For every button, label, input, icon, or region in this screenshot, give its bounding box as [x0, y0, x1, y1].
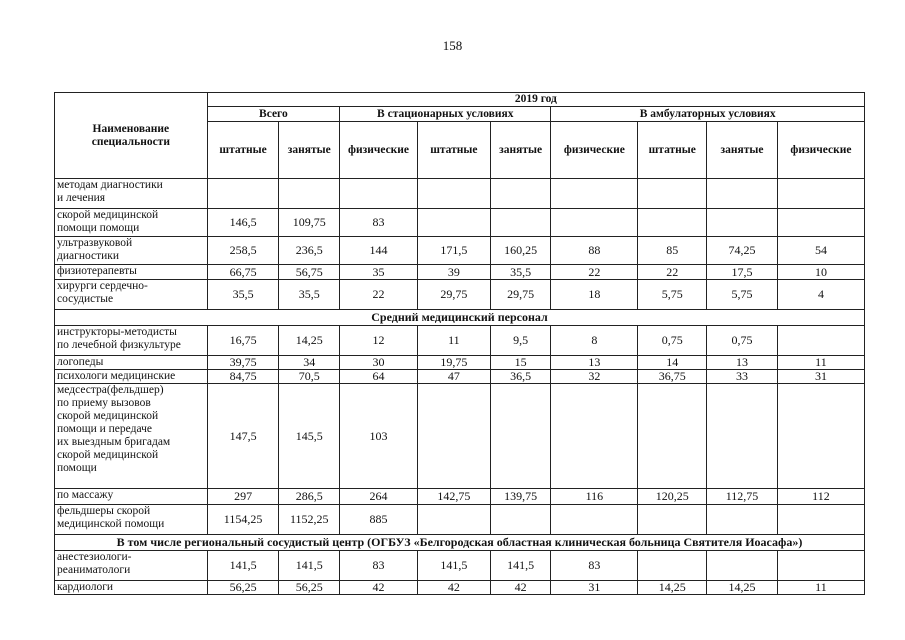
subcol-header: физические	[551, 122, 638, 179]
table-cell: 29,75	[417, 280, 490, 310]
table-cell: 0,75	[707, 326, 778, 356]
table-cell: 112	[777, 489, 864, 505]
subcol-header: физические	[340, 122, 418, 179]
table-cell: 42	[340, 581, 418, 595]
table-cell: 32	[551, 370, 638, 384]
table-cell	[340, 179, 418, 209]
staffing-table	[54, 92, 865, 595]
table-cell: 66,75	[207, 265, 279, 280]
table-cell: 13	[707, 356, 778, 370]
table-row	[55, 356, 865, 370]
page-number: 158	[442, 38, 463, 53]
table-cell: 145,5	[279, 384, 340, 489]
table-cell: 29,75	[490, 280, 551, 310]
table-cell: 4	[777, 280, 864, 310]
specialty-name: методам диагностики и лечения	[55, 179, 208, 209]
table-cell: 36,5	[490, 370, 551, 384]
table-cell	[638, 209, 707, 237]
table-cell: 83	[340, 209, 418, 237]
table-cell: 103	[340, 384, 418, 489]
table-cell: 258,5	[207, 237, 279, 265]
table-cell: 144	[340, 237, 418, 265]
table-cell	[490, 384, 551, 489]
specialty-name: психологи медицинские	[55, 370, 208, 384]
table-cell	[707, 505, 778, 535]
table-cell	[207, 179, 279, 209]
specialty-name: по массажу	[55, 489, 208, 505]
specialty-name: инструкторы-методисты по лечебной физкультуре	[55, 326, 208, 356]
table-cell: 35	[340, 265, 418, 280]
table-cell	[777, 326, 864, 356]
specialty-name: кардиологи	[55, 581, 208, 595]
table-cell: 33	[707, 370, 778, 384]
table-cell: 13	[551, 356, 638, 370]
table-row	[55, 237, 865, 265]
table-row	[55, 384, 865, 489]
table-cell: 36,75	[638, 370, 707, 384]
table-cell: 11	[417, 326, 490, 356]
table-cell: 264	[340, 489, 418, 505]
table-row	[55, 280, 865, 310]
section-title: В том числе региональный сосудистый центр (ОГБУЗ «Белгородская областная клиническая больница Святителя Иоасафа»)	[55, 535, 865, 551]
table-cell	[490, 505, 551, 535]
table-cell: 9,5	[490, 326, 551, 356]
table-cell: 31	[777, 370, 864, 384]
table-row	[55, 265, 865, 280]
table-cell: 142,75	[417, 489, 490, 505]
table-cell: 0,75	[638, 326, 707, 356]
table-cell: 42	[490, 581, 551, 595]
subcol-header: физические	[777, 122, 864, 179]
table-cell: 85	[638, 237, 707, 265]
specialty-name: хирурги сердечно- сосудистые	[55, 280, 208, 310]
table-cell	[551, 209, 638, 237]
table-cell	[551, 384, 638, 489]
specialty-header	[55, 93, 208, 179]
table-cell: 35,5	[490, 265, 551, 280]
table-cell	[551, 179, 638, 209]
table-cell	[777, 384, 864, 489]
table-cell: 56,25	[207, 581, 279, 595]
table-cell: 139,75	[490, 489, 551, 505]
table-cell: 1152,25	[279, 505, 340, 535]
specialty-name: физиотерапевты	[55, 265, 208, 280]
table-cell	[490, 179, 551, 209]
group-header-total: Всего	[207, 107, 339, 122]
table-cell: 116	[551, 489, 638, 505]
table-cell: 8	[551, 326, 638, 356]
table-row	[55, 179, 865, 209]
table-cell: 14	[638, 356, 707, 370]
table-body	[55, 179, 865, 595]
table-cell: 54	[777, 237, 864, 265]
table-cell	[707, 209, 778, 237]
table-cell: 146,5	[207, 209, 279, 237]
table-row	[55, 489, 865, 505]
table-cell: 18	[551, 280, 638, 310]
specialty-name: логопеды	[55, 356, 208, 370]
group-header-inpatient: В стационарных условиях	[340, 107, 551, 122]
table-cell	[638, 384, 707, 489]
table-row	[55, 326, 865, 356]
year-header: 2019 год	[207, 93, 864, 107]
table-cell: 120,25	[638, 489, 707, 505]
table-cell	[551, 505, 638, 535]
table-cell: 88	[551, 237, 638, 265]
table-cell: 19,75	[417, 356, 490, 370]
table-cell	[638, 179, 707, 209]
subcol-header: занятые	[279, 122, 340, 179]
table-cell: 39	[417, 265, 490, 280]
table-cell	[417, 179, 490, 209]
table-cell	[777, 505, 864, 535]
table-cell: 10	[777, 265, 864, 280]
table-cell	[707, 179, 778, 209]
table-cell: 14,25	[279, 326, 340, 356]
table-cell: 11	[777, 356, 864, 370]
table-cell: 109,75	[279, 209, 340, 237]
table-cell: 17,5	[707, 265, 778, 280]
table-cell	[417, 505, 490, 535]
table-cell: 83	[340, 551, 418, 581]
table-cell: 11	[777, 581, 864, 595]
specialty-name: скорой медицинской помощи помощи	[55, 209, 208, 237]
table-cell: 30	[340, 356, 418, 370]
table-cell: 141,5	[417, 551, 490, 581]
table-cell: 22	[551, 265, 638, 280]
specialty-name: фельдшеры скорой медицинской помощи	[55, 505, 208, 535]
table-cell: 31	[551, 581, 638, 595]
table-row	[55, 370, 865, 384]
table-cell: 160,25	[490, 237, 551, 265]
table-cell: 56,75	[279, 265, 340, 280]
table-cell: 70,5	[279, 370, 340, 384]
section-title: Средний медицинский персонал	[55, 310, 865, 326]
table-cell	[490, 209, 551, 237]
table-cell	[777, 209, 864, 237]
table-cell: 56,25	[279, 581, 340, 595]
table-cell	[279, 179, 340, 209]
table-cell	[417, 209, 490, 237]
section-row	[55, 535, 865, 551]
table-cell: 34	[279, 356, 340, 370]
table-cell: 84,75	[207, 370, 279, 384]
table-cell	[707, 384, 778, 489]
subcol-header: штатные	[417, 122, 490, 179]
table-cell: 141,5	[207, 551, 279, 581]
table-cell: 39,75	[207, 356, 279, 370]
table-cell: 286,5	[279, 489, 340, 505]
table-cell: 14,25	[707, 581, 778, 595]
table-cell: 12	[340, 326, 418, 356]
subcol-header: штатные	[638, 122, 707, 179]
table-cell	[777, 551, 864, 581]
table-cell: 15	[490, 356, 551, 370]
specialty-name: медсестра(фельдшер) по приему вызовов скорой медицинской помощи и передаче их выездным бригадам скорой медицинской помощи	[55, 384, 208, 489]
table-cell	[777, 179, 864, 209]
specialty-header-label: Наименование специальности	[91, 122, 170, 148]
table-cell: 47	[417, 370, 490, 384]
table-cell: 171,5	[417, 237, 490, 265]
table-cell: 83	[551, 551, 638, 581]
subcol-header: занятые	[490, 122, 551, 179]
section-row	[55, 310, 865, 326]
specialty-name: ультразвуковой диагностики	[55, 237, 208, 265]
table-row	[55, 581, 865, 595]
table-cell: 64	[340, 370, 418, 384]
table-cell: 297	[207, 489, 279, 505]
table-cell: 35,5	[279, 280, 340, 310]
table-cell: 5,75	[638, 280, 707, 310]
table-row	[55, 551, 865, 581]
table-cell: 35,5	[207, 280, 279, 310]
table-row	[55, 505, 865, 535]
table-cell	[417, 384, 490, 489]
table-cell: 5,75	[707, 280, 778, 310]
table-cell: 1154,25	[207, 505, 279, 535]
table-cell	[707, 551, 778, 581]
table-cell: 14,25	[638, 581, 707, 595]
table-cell: 42	[417, 581, 490, 595]
specialty-name: анестезиологи- реаниматологи	[55, 551, 208, 581]
table-cell: 112,75	[707, 489, 778, 505]
table-cell: 141,5	[279, 551, 340, 581]
table-cell: 147,5	[207, 384, 279, 489]
table-cell: 141,5	[490, 551, 551, 581]
table-cell: 236,5	[279, 237, 340, 265]
table-cell: 16,75	[207, 326, 279, 356]
table-cell: 22	[340, 280, 418, 310]
subcol-header: занятые	[707, 122, 778, 179]
table-cell	[638, 505, 707, 535]
table-cell	[638, 551, 707, 581]
table-cell: 22	[638, 265, 707, 280]
table-header	[55, 93, 865, 179]
subcol-header: штатные	[207, 122, 279, 179]
table-row	[55, 209, 865, 237]
table-cell: 885	[340, 505, 418, 535]
table-cell: 74,25	[707, 237, 778, 265]
group-header-outpatient: В амбулаторных условиях	[551, 107, 865, 122]
